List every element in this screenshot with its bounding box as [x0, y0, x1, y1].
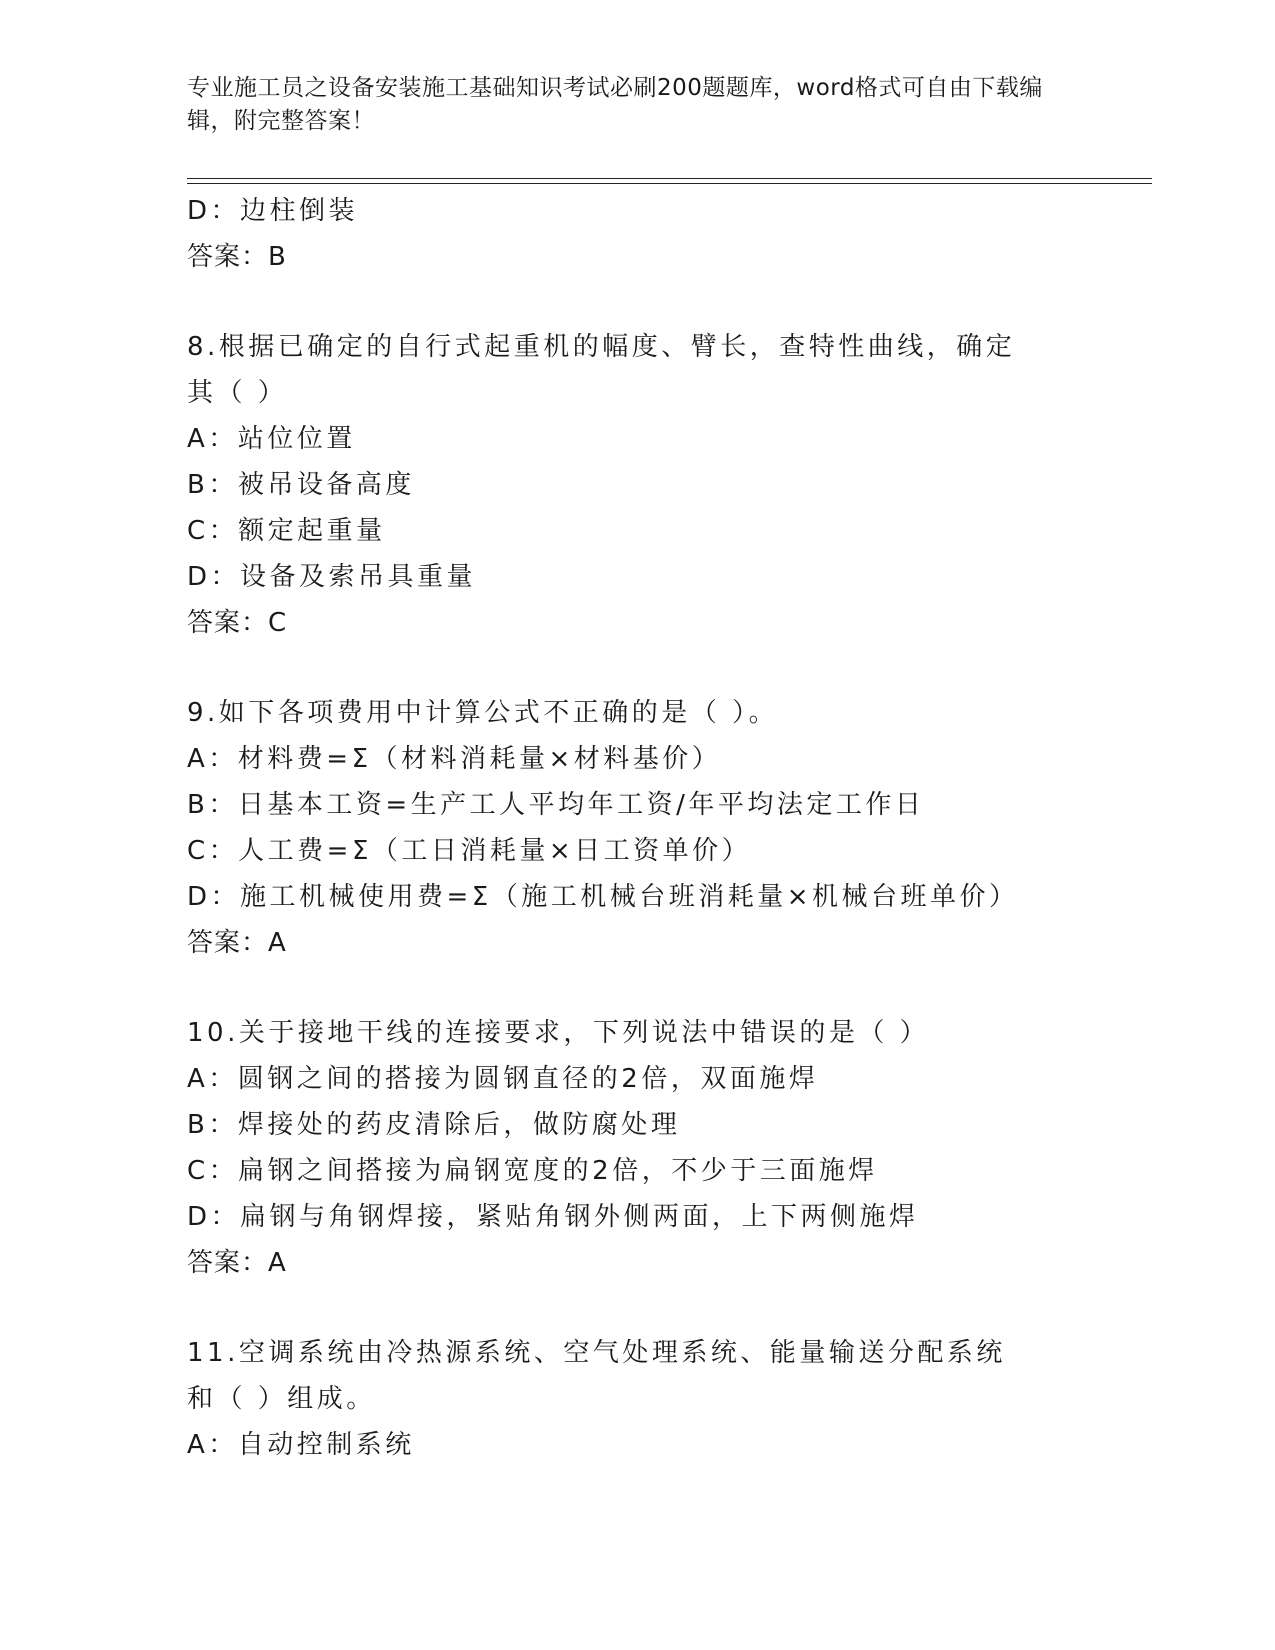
answer: 答案：A [187, 928, 287, 958]
header-divider [187, 178, 1152, 184]
question-title: 8.根据已确定的自行式起重机的幅度、臂长，查特性曲线，确定其（ ） [187, 332, 1016, 408]
option-a: A：圆钢之间的搭接为圆钢直径的2倍，双面施焊 [187, 1064, 819, 1094]
answer: 答案：A [187, 1248, 287, 1278]
option-b: B：日基本工资=生产工人平均年工资/年平均法定工作日 [187, 790, 925, 820]
question-list [187, 188, 1067, 1468]
option-d: D：施工机械使用费=Σ（施工机械台班消耗量×机械台班单价） [187, 882, 1019, 912]
option-b: B：被吊设备高度 [187, 470, 415, 500]
option-c: C：人工费=Σ（工日消耗量×日工资单价） [187, 836, 752, 866]
option-a: A：站位位置 [187, 424, 356, 454]
question-11 [187, 1330, 1067, 1468]
document-header [187, 72, 1087, 138]
answer: 答案：C [187, 608, 288, 638]
option-d: D：设备及索吊具重量 [187, 562, 477, 592]
question-8 [187, 324, 1067, 646]
header-title: 专业施工员之设备安装施工基础知识考试必刷200题题库，word格式可自由下载编辑，附完整答案！ [187, 75, 1043, 134]
option-c: C：额定起重量 [187, 516, 386, 546]
option-d: D：边柱倒装 [187, 196, 359, 226]
question-9 [187, 690, 1067, 966]
option-a: A：自动控制系统 [187, 1430, 415, 1460]
option-b: B：焊接处的药皮清除后，做防腐处理 [187, 1110, 681, 1140]
question-10 [187, 1010, 1067, 1286]
question-title: 10.关于接地干线的连接要求，下列说法中错误的是（ ） [187, 1018, 930, 1048]
option-c: C：扁钢之间搭接为扁钢宽度的2倍，不少于三面施焊 [187, 1156, 878, 1186]
answer: 答案：B [187, 242, 287, 272]
option-d: D：扁钢与角钢焊接，紧贴角钢外侧两面，上下两侧施焊 [187, 1202, 919, 1232]
question-7-tail [187, 188, 1067, 280]
option-a: A：材料费=Σ（材料消耗量×材料基价） [187, 744, 722, 774]
question-title: 9.如下各项费用中计算公式不正确的是（ ）。 [187, 698, 779, 728]
question-title: 11.空调系统由冷热源系统、空气处理系统、能量输送分配系统和（ ）组成。 [187, 1338, 1006, 1414]
